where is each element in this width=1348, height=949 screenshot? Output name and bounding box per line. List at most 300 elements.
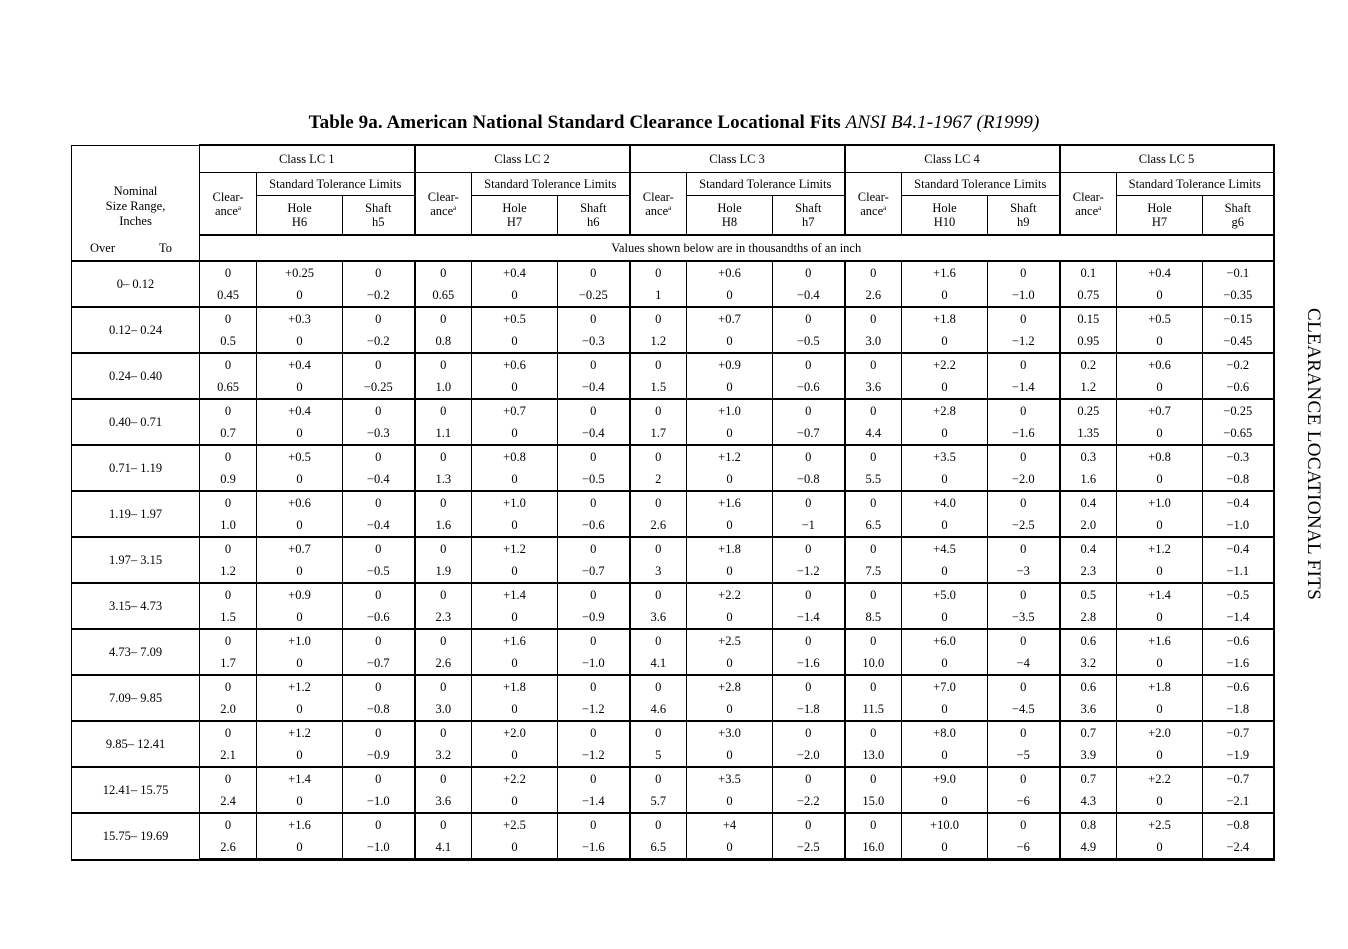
value-cell: +1.0 — [687, 399, 773, 422]
table-row — [72, 813, 1274, 836]
value-cell: +4.0 — [902, 491, 988, 514]
footnote-marker: a — [883, 203, 887, 212]
value-cell: 0 — [988, 675, 1060, 698]
size-range-cell: 4.73– 7.09 — [72, 629, 200, 675]
clearance-header-line: Clear- — [642, 189, 674, 204]
size-range-cell: 7.09– 9.85 — [72, 675, 200, 721]
value-cell: −3.5 — [988, 606, 1060, 629]
value-cell: 5.5 — [845, 468, 902, 491]
value-cell: +1.2 — [1117, 537, 1203, 560]
shaft-header-line: Shaft — [365, 201, 392, 215]
value-cell: 2.3 — [415, 606, 472, 629]
value-cell: 0 — [558, 445, 630, 468]
value-cell: −1.2 — [773, 560, 845, 583]
value-cell: −0.4 — [343, 514, 415, 537]
hole-header — [902, 196, 988, 236]
value-cell: 0 — [902, 330, 988, 353]
value-cell: 0 — [630, 399, 687, 422]
value-cell: +4 — [687, 813, 773, 836]
value-cell: 0 — [773, 675, 845, 698]
value-cell: 0 — [773, 767, 845, 790]
value-cell: 0 — [988, 813, 1060, 836]
value-cell: 3.6 — [630, 606, 687, 629]
value-cell: 0 — [1117, 514, 1203, 537]
standard-tolerance-limits-header: Standard Tolerance Limits — [687, 173, 845, 196]
value-cell: 0 — [773, 537, 845, 560]
value-cell: −0.8 — [1203, 468, 1274, 491]
shaft-header-line: h9 — [1017, 215, 1030, 229]
value-cell: 0.2 — [1060, 353, 1117, 376]
size-range-cell: 15.75– 19.69 — [72, 813, 200, 860]
clearance-header-line: ance — [860, 203, 884, 218]
value-cell: 1.7 — [200, 652, 257, 675]
table-row — [72, 514, 1274, 537]
value-cell: −1.6 — [558, 836, 630, 860]
value-cell: −6 — [988, 790, 1060, 813]
value-cell: −0.2 — [343, 284, 415, 307]
value-cell: 4.3 — [1060, 790, 1117, 813]
value-cell: 0.4 — [1060, 537, 1117, 560]
class-header: Class LC 4 — [845, 145, 1060, 173]
value-cell: 0 — [415, 583, 472, 606]
value-cell: −0.5 — [343, 560, 415, 583]
value-cell: −1.4 — [1203, 606, 1274, 629]
value-cell: +0.6 — [472, 353, 558, 376]
value-cell: −0.6 — [343, 606, 415, 629]
value-cell: 0 — [1117, 468, 1203, 491]
value-cell: 0 — [845, 261, 902, 284]
value-cell: 0 — [257, 376, 343, 399]
value-cell: −0.3 — [343, 422, 415, 445]
value-cell: 0 — [343, 629, 415, 652]
value-cell: −0.3 — [1203, 445, 1274, 468]
value-cell: −0.25 — [558, 284, 630, 307]
value-cell: +0.5 — [1117, 307, 1203, 330]
size-range-cell: 9.85– 12.41 — [72, 721, 200, 767]
value-cell: −0.6 — [773, 376, 845, 399]
value-cell: 7.5 — [845, 560, 902, 583]
value-cell: 0.45 — [200, 284, 257, 307]
value-cell: 0.7 — [200, 422, 257, 445]
value-cell: 3.9 — [1060, 744, 1117, 767]
value-cell: −1 — [773, 514, 845, 537]
value-cell: −2.2 — [773, 790, 845, 813]
value-cell: +0.5 — [472, 307, 558, 330]
header-row-units — [72, 235, 1274, 261]
value-cell: −1.0 — [343, 790, 415, 813]
value-cell: 0 — [845, 721, 902, 744]
hole-header-line: Hole — [717, 201, 742, 215]
value-cell: +0.8 — [472, 445, 558, 468]
value-cell: 0 — [257, 330, 343, 353]
clearance-header-line: Clear- — [212, 189, 244, 204]
value-cell: −0.45 — [1203, 330, 1274, 353]
value-cell: 0 — [845, 491, 902, 514]
standard-tolerance-limits-header: Standard Tolerance Limits — [472, 173, 630, 196]
value-cell: 3.0 — [845, 330, 902, 353]
value-cell: 0 — [773, 261, 845, 284]
value-cell: 0 — [472, 790, 558, 813]
nominal-size-header-line: Inches — [119, 214, 152, 228]
table-row — [72, 468, 1274, 491]
value-cell: 0 — [257, 836, 343, 860]
clearance-header — [1060, 173, 1117, 236]
size-range-cell: 0.24– 0.40 — [72, 353, 200, 399]
value-cell: −0.4 — [1203, 537, 1274, 560]
value-cell: −0.6 — [1203, 675, 1274, 698]
value-cell: −1.8 — [773, 698, 845, 721]
value-cell: −0.4 — [343, 468, 415, 491]
value-cell: 0 — [257, 790, 343, 813]
value-cell: +1.8 — [1117, 675, 1203, 698]
value-cell: 0 — [415, 629, 472, 652]
size-range-cell: 12.41– 15.75 — [72, 767, 200, 813]
footnote-marker: a — [668, 203, 672, 212]
value-cell: 0 — [558, 399, 630, 422]
value-cell: 0 — [630, 767, 687, 790]
value-cell: 0 — [845, 675, 902, 698]
value-cell: 0 — [687, 330, 773, 353]
value-cell: 0 — [773, 353, 845, 376]
value-cell: 1.2 — [200, 560, 257, 583]
value-cell: 0 — [988, 353, 1060, 376]
hole-header-line: H7 — [1151, 215, 1168, 229]
value-cell: 0 — [200, 399, 257, 422]
value-cell: 0.15 — [1060, 307, 1117, 330]
value-cell: 0 — [845, 767, 902, 790]
value-cell: 0 — [630, 813, 687, 836]
clearance-header — [630, 173, 687, 236]
shaft-header-line: Shaft — [1224, 201, 1251, 215]
value-cell: 0 — [988, 261, 1060, 284]
value-cell: 0 — [988, 491, 1060, 514]
value-cell: 0 — [1117, 330, 1203, 353]
value-cell: 0 — [415, 307, 472, 330]
value-cell: 0 — [200, 445, 257, 468]
value-cell: 2.6 — [415, 652, 472, 675]
value-cell: 0 — [773, 445, 845, 468]
table-row — [72, 698, 1274, 721]
value-cell: +1.2 — [472, 537, 558, 560]
value-cell: −1.0 — [1203, 514, 1274, 537]
value-cell: +0.7 — [1117, 399, 1203, 422]
value-cell: 0 — [415, 767, 472, 790]
value-cell: 0 — [472, 330, 558, 353]
value-cell: +2.8 — [687, 675, 773, 698]
value-cell: 0 — [902, 468, 988, 491]
value-cell: 0 — [343, 307, 415, 330]
value-cell: 0 — [1117, 560, 1203, 583]
value-cell: 2.0 — [1060, 514, 1117, 537]
shaft-header-line: g6 — [1231, 215, 1245, 229]
value-cell: 1 — [630, 284, 687, 307]
value-cell: 0 — [902, 560, 988, 583]
value-cell: 1.5 — [200, 606, 257, 629]
value-cell: 0 — [415, 261, 472, 284]
value-cell: 0 — [200, 583, 257, 606]
table-row — [72, 836, 1274, 860]
value-cell: 0 — [773, 721, 845, 744]
value-cell: +1.0 — [472, 491, 558, 514]
value-cell: 0 — [687, 514, 773, 537]
value-cell: 0 — [257, 468, 343, 491]
value-cell: 0 — [988, 767, 1060, 790]
value-cell: 0 — [343, 583, 415, 606]
value-cell: 1.2 — [630, 330, 687, 353]
value-cell: −0.6 — [1203, 376, 1274, 399]
value-cell: 0 — [845, 537, 902, 560]
value-cell: 0 — [472, 652, 558, 675]
value-cell: 0 — [988, 307, 1060, 330]
value-cell: −2.1 — [1203, 790, 1274, 813]
value-cell: 2.1 — [200, 744, 257, 767]
value-cell: −2.4 — [1203, 836, 1274, 860]
value-cell: +2.2 — [687, 583, 773, 606]
shaft-header — [1203, 196, 1274, 236]
value-cell: 0 — [988, 537, 1060, 560]
hole-header-line: H7 — [506, 215, 523, 229]
value-cell: 0 — [902, 606, 988, 629]
value-cell: 0 — [1117, 606, 1203, 629]
table-row — [72, 652, 1274, 675]
value-cell: −0.15 — [1203, 307, 1274, 330]
table-row — [72, 491, 1274, 514]
shaft-header-line: h6 — [587, 215, 600, 229]
value-cell: 0 — [687, 284, 773, 307]
value-cell: 0 — [773, 583, 845, 606]
value-cell: 0 — [988, 445, 1060, 468]
class-header: Class LC 1 — [200, 145, 415, 173]
value-cell: 0 — [902, 744, 988, 767]
value-cell: 0 — [415, 721, 472, 744]
value-cell: −1.2 — [988, 330, 1060, 353]
value-cell: 0 — [1117, 376, 1203, 399]
value-cell: −0.4 — [558, 376, 630, 399]
value-cell: 2 — [630, 468, 687, 491]
value-cell: 0.5 — [1060, 583, 1117, 606]
value-cell: −1.0 — [558, 652, 630, 675]
hole-header-line: H8 — [721, 215, 738, 229]
value-cell: −0.7 — [773, 422, 845, 445]
table-row — [72, 629, 1274, 652]
value-cell: +1.4 — [1117, 583, 1203, 606]
size-range-cell: 0.71– 1.19 — [72, 445, 200, 491]
value-cell: −5 — [988, 744, 1060, 767]
value-cell: 0 — [200, 307, 257, 330]
value-cell: −2.5 — [773, 836, 845, 860]
value-cell: 0 — [472, 698, 558, 721]
value-cell: 0 — [558, 491, 630, 514]
value-cell: 0 — [558, 537, 630, 560]
value-cell: +0.9 — [257, 583, 343, 606]
table-row — [72, 537, 1274, 560]
value-cell: 0 — [687, 836, 773, 860]
value-cell: 0 — [415, 399, 472, 422]
value-cell: 0 — [687, 376, 773, 399]
value-cell: 4.6 — [630, 698, 687, 721]
value-cell: −1.4 — [558, 790, 630, 813]
value-cell: −0.8 — [1203, 813, 1274, 836]
value-cell: −0.7 — [1203, 767, 1274, 790]
value-cell: −2.0 — [773, 744, 845, 767]
value-cell: +3.5 — [687, 767, 773, 790]
value-cell: +0.5 — [257, 445, 343, 468]
value-cell: −0.8 — [773, 468, 845, 491]
value-cell: 0 — [845, 399, 902, 422]
table-row — [72, 376, 1274, 399]
value-cell: 0 — [988, 629, 1060, 652]
value-cell: +0.25 — [257, 261, 343, 284]
table-row — [72, 422, 1274, 445]
value-cell: 0 — [257, 606, 343, 629]
value-cell: −1.1 — [1203, 560, 1274, 583]
hole-header-line: Hole — [502, 201, 527, 215]
clearance-header — [415, 173, 472, 236]
value-cell: 0 — [257, 422, 343, 445]
value-cell: −0.7 — [558, 560, 630, 583]
value-cell: 0.8 — [415, 330, 472, 353]
value-cell: 0 — [472, 284, 558, 307]
value-cell: 2.8 — [1060, 606, 1117, 629]
value-cell: 0 — [630, 537, 687, 560]
value-cell: 0 — [415, 537, 472, 560]
shaft-header — [773, 196, 845, 236]
value-cell: 0 — [902, 376, 988, 399]
size-range-cell: 0– 0.12 — [72, 261, 200, 307]
clearance-header-line: ance — [430, 203, 454, 218]
class-header: Class LC 3 — [630, 145, 845, 173]
value-cell: 0 — [687, 790, 773, 813]
value-cell: 2.4 — [200, 790, 257, 813]
value-cell: 2.6 — [630, 514, 687, 537]
table-row — [72, 307, 1274, 330]
value-cell: 0 — [558, 629, 630, 652]
value-cell: +10.0 — [902, 813, 988, 836]
value-cell: 0.9 — [200, 468, 257, 491]
table-row — [72, 353, 1274, 376]
value-cell: −1.8 — [1203, 698, 1274, 721]
value-cell: 0 — [630, 307, 687, 330]
value-cell: 0 — [343, 353, 415, 376]
value-cell: 0 — [773, 629, 845, 652]
value-cell: 0 — [845, 629, 902, 652]
value-cell: +1.6 — [257, 813, 343, 836]
value-cell: 0 — [200, 629, 257, 652]
value-cell: 0.3 — [1060, 445, 1117, 468]
table-row — [72, 261, 1274, 284]
table-title — [0, 112, 1348, 134]
clearance-header-line: Clear- — [1072, 189, 1104, 204]
value-cell: +0.4 — [1117, 261, 1203, 284]
value-cell: 2.3 — [1060, 560, 1117, 583]
value-cell: −0.7 — [1203, 721, 1274, 744]
value-cell: 0.6 — [1060, 629, 1117, 652]
table-row — [72, 284, 1274, 307]
value-cell: 13.0 — [845, 744, 902, 767]
shaft-header — [988, 196, 1060, 236]
value-cell: 0 — [343, 491, 415, 514]
shaft-header-line: Shaft — [795, 201, 822, 215]
value-cell: 0 — [558, 353, 630, 376]
value-cell: 0 — [687, 422, 773, 445]
value-cell: 2.6 — [845, 284, 902, 307]
value-cell: 4.1 — [630, 652, 687, 675]
value-cell: −0.3 — [558, 330, 630, 353]
value-cell: 0 — [257, 514, 343, 537]
size-range-cell: 1.19– 1.97 — [72, 491, 200, 537]
value-cell: +0.6 — [687, 261, 773, 284]
value-cell: 4.1 — [415, 836, 472, 860]
value-cell: −0.4 — [1203, 491, 1274, 514]
value-cell: −1.0 — [988, 284, 1060, 307]
value-cell: 0 — [343, 675, 415, 698]
value-cell: 0 — [1117, 652, 1203, 675]
value-cell: 0 — [773, 307, 845, 330]
value-cell: 0 — [773, 491, 845, 514]
table-title-standard: ANSI B4.1-1967 (R1999) — [845, 112, 1040, 133]
value-cell: −3 — [988, 560, 1060, 583]
table-row — [72, 721, 1274, 744]
nominal-size-header-line: Nominal — [113, 184, 158, 198]
value-cell: +3.0 — [687, 721, 773, 744]
shaft-header-line: h7 — [802, 215, 815, 229]
footnote-marker: a — [1098, 203, 1102, 212]
value-cell: 0 — [630, 629, 687, 652]
value-cell: +2.0 — [1117, 721, 1203, 744]
class-header: Class LC 2 — [415, 145, 630, 173]
value-cell: 0 — [1117, 698, 1203, 721]
side-section-label: CLEARANCE LOCATIONAL FITS — [1303, 308, 1324, 601]
value-cell: 3.2 — [415, 744, 472, 767]
table-row — [72, 330, 1274, 353]
value-cell: 0 — [687, 560, 773, 583]
value-cell: +2.0 — [472, 721, 558, 744]
value-cell: 0 — [472, 468, 558, 491]
class-header: Class LC 5 — [1060, 145, 1274, 173]
value-cell: 0 — [902, 652, 988, 675]
value-cell: 0.8 — [1060, 813, 1117, 836]
value-cell: 3 — [630, 560, 687, 583]
value-cell: +2.8 — [902, 399, 988, 422]
value-cell: −0.5 — [773, 330, 845, 353]
value-cell: 0.5 — [200, 330, 257, 353]
value-cell: 0 — [257, 560, 343, 583]
table-row — [72, 606, 1274, 629]
value-cell: 0.65 — [415, 284, 472, 307]
clearance-header-line: Clear- — [857, 189, 889, 204]
value-cell: 0 — [200, 813, 257, 836]
footnote-marker: a — [453, 203, 457, 212]
value-cell: 0 — [558, 307, 630, 330]
value-cell: 5.7 — [630, 790, 687, 813]
value-cell: 16.0 — [845, 836, 902, 860]
value-cell: 3.0 — [415, 698, 472, 721]
value-cell: +1.8 — [472, 675, 558, 698]
shaft-header-line: Shaft — [580, 201, 607, 215]
value-cell: 8.5 — [845, 606, 902, 629]
hole-header — [257, 196, 343, 236]
value-cell: −0.5 — [1203, 583, 1274, 606]
value-cell: 0 — [415, 445, 472, 468]
value-cell: 1.0 — [415, 376, 472, 399]
value-cell: 11.5 — [845, 698, 902, 721]
value-cell: −0.7 — [343, 652, 415, 675]
size-range-cell: 1.97– 3.15 — [72, 537, 200, 583]
value-cell: 0 — [902, 422, 988, 445]
value-cell: +0.6 — [1117, 353, 1203, 376]
units-note: Values shown below are in thousandths of an inch — [200, 235, 1274, 261]
value-cell: +1.8 — [902, 307, 988, 330]
